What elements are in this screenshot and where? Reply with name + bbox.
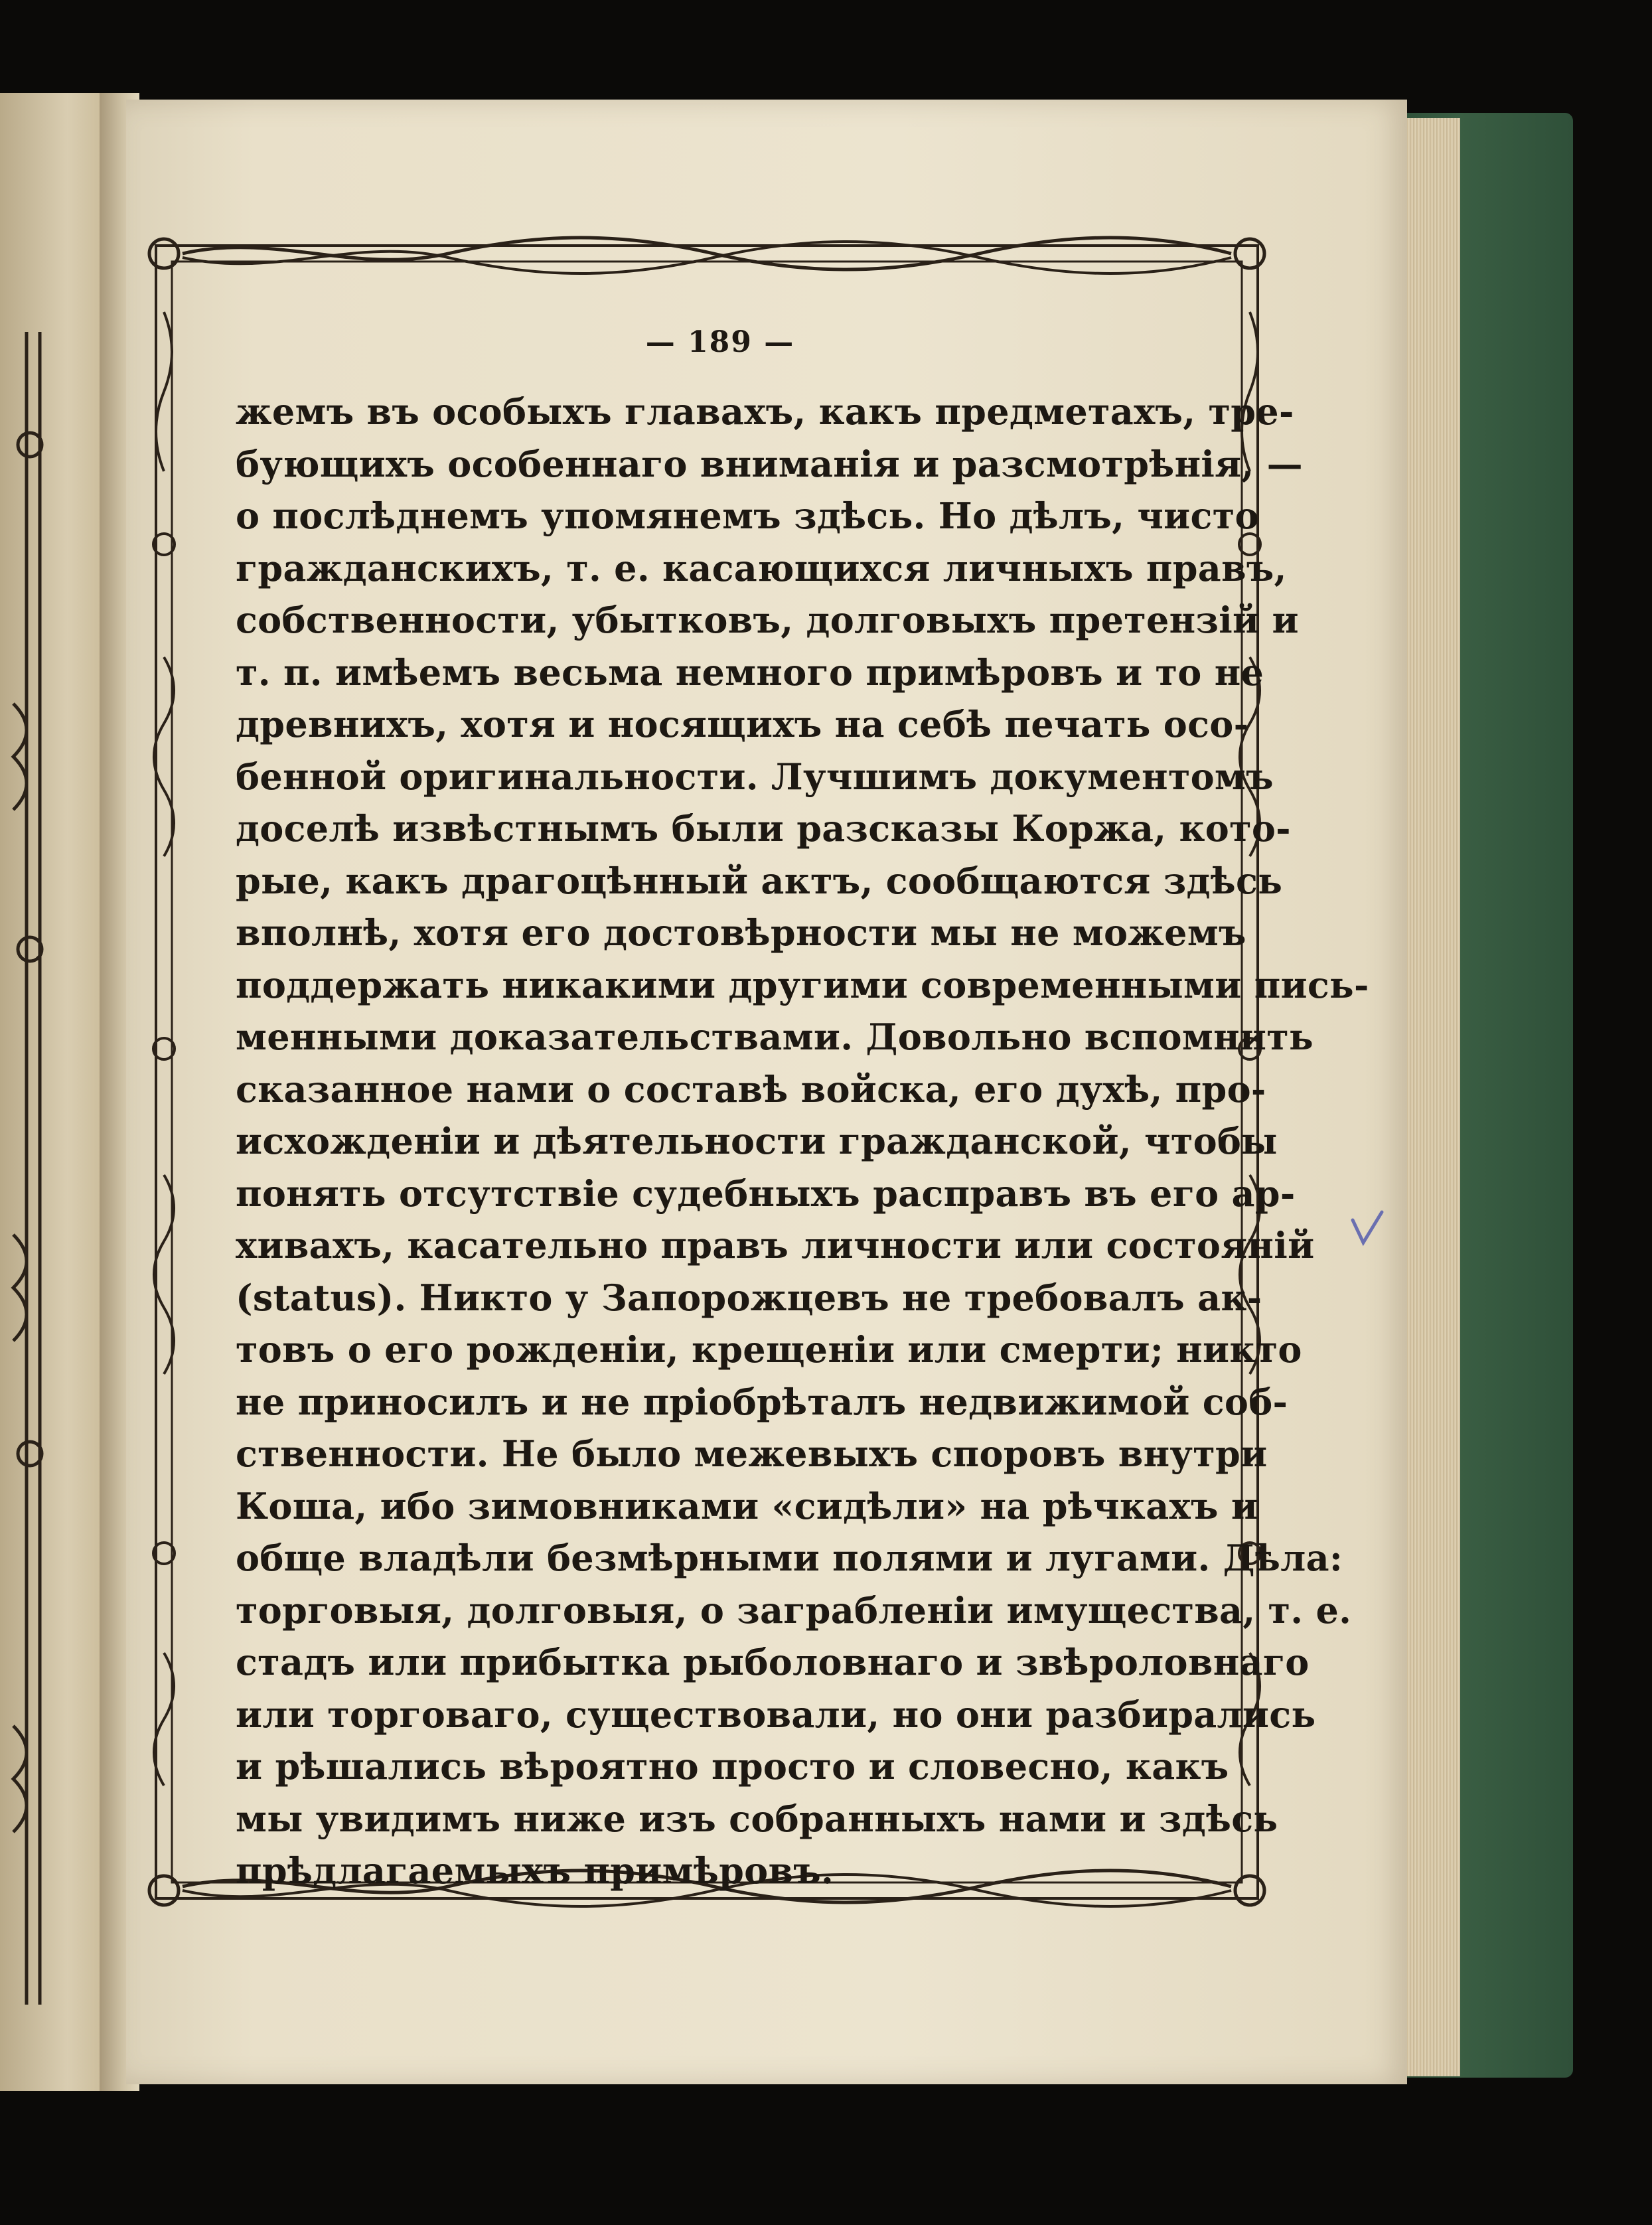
text-line: т. п. имѣемъ весьма немного примѣровъ и то не: [236, 651, 1264, 694]
text-line: рые, какъ драгоцѣнный актъ, сообщаются здѣсь: [236, 859, 1283, 902]
text-line: мы увидимъ ниже изъ собранныхъ нами и здѣсь: [236, 1797, 1278, 1840]
text-line: о послѣднемъ упомянемъ здѣсь. Но дѣлъ, чисто: [236, 495, 1259, 537]
text-line: ственности. Не было межевыхъ споровъ внутри: [236, 1432, 1268, 1475]
text-line: менными доказательствами. Довольно вспомнить: [236, 1016, 1314, 1058]
text-line: доселѣ извѣстнымъ были разсказы Коржа, кото-: [236, 807, 1291, 850]
text-line: торговыя, долговыя, о заграбленіи имущества, т. е.: [236, 1588, 1352, 1632]
text-line: сказанное нами о составѣ войска, его духѣ, про-: [236, 1067, 1266, 1111]
text-line: (status). Никто у Запорожцевъ не требовалъ ак-: [236, 1276, 1262, 1319]
text-line: собственности, убытковъ, долговыхъ претензій и: [236, 599, 1299, 641]
text-line: не приносилъ и не пріобрѣталъ недвижимой соб-: [236, 1380, 1288, 1423]
text-line: гражданскихъ, т. е. касающихся личныхъ правъ,: [236, 546, 1287, 589]
text-line: поддержать никакими другими современными пись-: [236, 963, 1369, 1006]
left-page: [0, 93, 113, 2091]
text-line: древнихъ, хотя и носящихъ на себѣ печать осо-: [236, 703, 1249, 745]
text-line: исхожденіи и дѣятельности гражданской, чтобы: [236, 1120, 1278, 1162]
text-line: обще владѣли безмѣрными полями и лугами. Дѣла:: [236, 1537, 1343, 1579]
text-line: товъ о его рожденіи, крещеніи или смерти; никто: [236, 1328, 1302, 1371]
text-line: бующихъ особеннаго вниманія и разсмотрѣнія, —: [236, 442, 1303, 485]
text-line: хивахъ, касательно правъ личности или состояній: [236, 1224, 1315, 1266]
pencil-checkmark: [1347, 1208, 1387, 1255]
page-number: — 189 —: [645, 325, 795, 359]
text-line: понять отсутствіе судебныхъ расправъ въ его ар-: [236, 1172, 1296, 1215]
text-line: стадъ или прибытка рыболовнаго и звѣроловнаго: [236, 1641, 1310, 1683]
page-edges: [1400, 118, 1460, 2076]
text-line: бенной оригинальности. Лучшимъ документомъ: [236, 755, 1274, 798]
text-line: жемъ въ особыхъ главахъ, какъ предметахъ, тре-: [236, 390, 1294, 433]
page-text: [236, 325, 1369, 1897]
text-line: и рѣшались вѣроятно просто и словесно, какъ: [236, 1745, 1229, 1788]
left-page-ornament: [0, 332, 53, 2005]
text-line: Коша, ибо зимовниками «сидѣли» на рѣчкахъ и: [236, 1484, 1258, 1527]
text-line: или торговаго, существовали, но они разбирались: [236, 1693, 1316, 1736]
text-line: вполнѣ, хотя его достовѣрности мы не можемъ: [236, 911, 1246, 954]
text-line: прѣдлагаемыхъ примѣровъ.: [236, 1849, 834, 1892]
